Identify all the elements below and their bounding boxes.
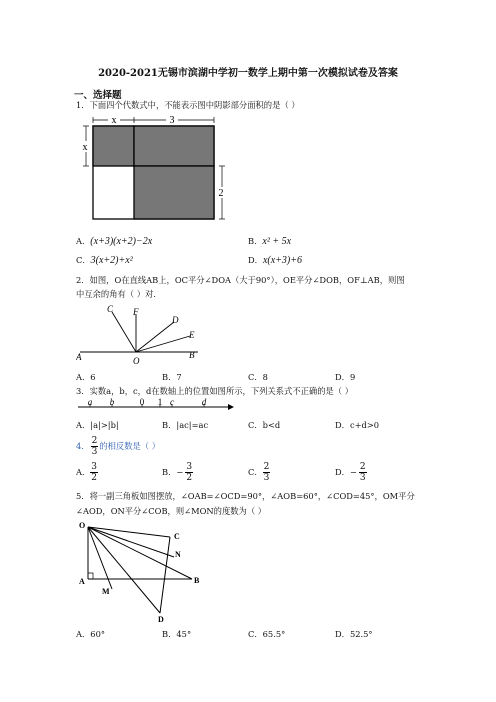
q2-option-a: A．6 xyxy=(76,372,96,382)
q4-option-c: C． 2 3 xyxy=(248,461,270,483)
q3-label-d: d xyxy=(201,398,207,407)
q1-label-x-left: x xyxy=(82,142,88,153)
q4-option-a: A． 3 2 xyxy=(76,461,98,483)
q4-option-d: D． − $\frac{2}{3}$ xyxy=(335,461,366,483)
q4-option-b: B． − $\frac{3}{2}$ xyxy=(162,461,193,483)
q2-ray-oc xyxy=(112,312,136,352)
q5-label-b: B xyxy=(194,576,200,585)
q1-option-c: C．3(x+2)+x² xyxy=(76,255,133,266)
q2-stem-line2: 中互余的角有（ ）对. xyxy=(76,289,156,299)
q3-option-a: A．|a|>|b| xyxy=(76,420,119,430)
q4-stem xyxy=(76,434,160,458)
q2-label-f: F xyxy=(133,307,139,317)
q1-label-2: 2 xyxy=(218,188,224,199)
q3-label-b: b xyxy=(109,398,115,407)
q3-label-0: 0 xyxy=(139,398,145,407)
q2-label-e: E xyxy=(189,330,195,340)
q5-seg-oc xyxy=(88,527,170,537)
q5-figure xyxy=(76,517,206,627)
q2-option-b: B．7 xyxy=(162,372,182,382)
q1-option-d-expr: x(x+3)+6 xyxy=(262,255,302,266)
q1-figure xyxy=(76,111,226,223)
q5-label-a: A xyxy=(79,577,85,586)
q1-option-c-expr: 3(x+2)+x² xyxy=(90,255,133,266)
q1-stem: 1．下面四个代数式中，不能表示图中阴影部分面积的是（ ） xyxy=(76,100,300,110)
q2-ray-oe xyxy=(136,336,190,352)
q2-ray-od xyxy=(136,322,174,352)
q5-label-n: N xyxy=(175,550,181,559)
q3-label-a: a xyxy=(87,398,93,407)
q2-label-d: D xyxy=(172,315,179,325)
q5-right-angle-a xyxy=(88,573,93,579)
q4-stem-rest: 的相反数是（ ） xyxy=(99,441,161,451)
q3-label-c: c xyxy=(170,398,174,407)
q5-stem-line2: ∠AOD，ON平分∠COB，则∠MON的度数为（ ） xyxy=(76,506,267,516)
q5-label-d: D xyxy=(158,615,164,624)
q2-label-a: A xyxy=(76,352,82,362)
q2-option-d: D．9 xyxy=(335,372,356,382)
q5-stem-line1: 5．将一副三角板如图摆放，∠OAB=∠OCD=90°，∠AOB=60°，∠COD=45°，OM平分 xyxy=(76,491,415,501)
q3-number-line xyxy=(76,398,236,418)
q1-option-b: B．x² + 5x xyxy=(248,236,292,247)
q4-fraction: 2 3 xyxy=(91,435,98,457)
q5-seg-cd xyxy=(160,537,170,613)
q1-option-a: A．(x+3)(x+2)−2x xyxy=(76,236,153,247)
q3-axis-arrow xyxy=(228,404,234,410)
q2-stem-line1: 2．如图，O在直线AB上，OC平分∠DOA（大于90°），OE平分∠DOB，OF⊥AB，则图 xyxy=(76,275,405,285)
q5-option-a: A．60° xyxy=(76,629,105,639)
q2-option-c: C．8 xyxy=(248,372,268,382)
q1-label-x-top: x xyxy=(111,115,117,126)
q5-option-b: B．45° xyxy=(162,629,192,639)
q1-shaded-3x xyxy=(134,126,214,166)
q3-option-c: C．b<d xyxy=(248,420,281,430)
q5-option-d: D．52.5° xyxy=(335,629,373,639)
q3-label-1: 1 xyxy=(157,398,163,407)
q5-label-o: O xyxy=(79,521,86,530)
q1-option-d: D．x(x+3)+6 xyxy=(248,255,302,266)
q3-stem: 3．实数a，b，c，d在数轴上的位置如图所示，下列关系式不正确的是（ ） xyxy=(76,386,354,396)
q5-seg-om xyxy=(88,527,112,589)
q1-shaded-3x2 xyxy=(134,166,214,219)
q1-option-b-expr: x² + 5x xyxy=(262,236,292,247)
q5-label-c: C xyxy=(174,532,180,541)
q5-option-c: C．65.5° xyxy=(248,629,286,639)
q4-number: 4． xyxy=(76,441,90,451)
document-title: 2020-2021无锡市滨湖中学初一数学上期中第一次模拟试卷及答案 xyxy=(98,68,398,79)
q1-label-3: 3 xyxy=(169,115,175,126)
q2-label-o: O xyxy=(133,356,140,366)
q2-figure xyxy=(76,300,206,368)
q1-option-a-expr: (x+3)(x+2)−2x xyxy=(90,236,153,247)
q5-label-m: M xyxy=(102,587,110,596)
q3-option-d: D．c+d>0 xyxy=(335,420,380,430)
q2-label-b: B xyxy=(189,350,195,360)
section-heading: 一、选择题 xyxy=(74,90,122,101)
q3-option-b: B．|ac|=ac xyxy=(162,420,209,430)
q1-shaded-xx xyxy=(93,126,134,166)
q2-label-c: C xyxy=(107,304,114,314)
